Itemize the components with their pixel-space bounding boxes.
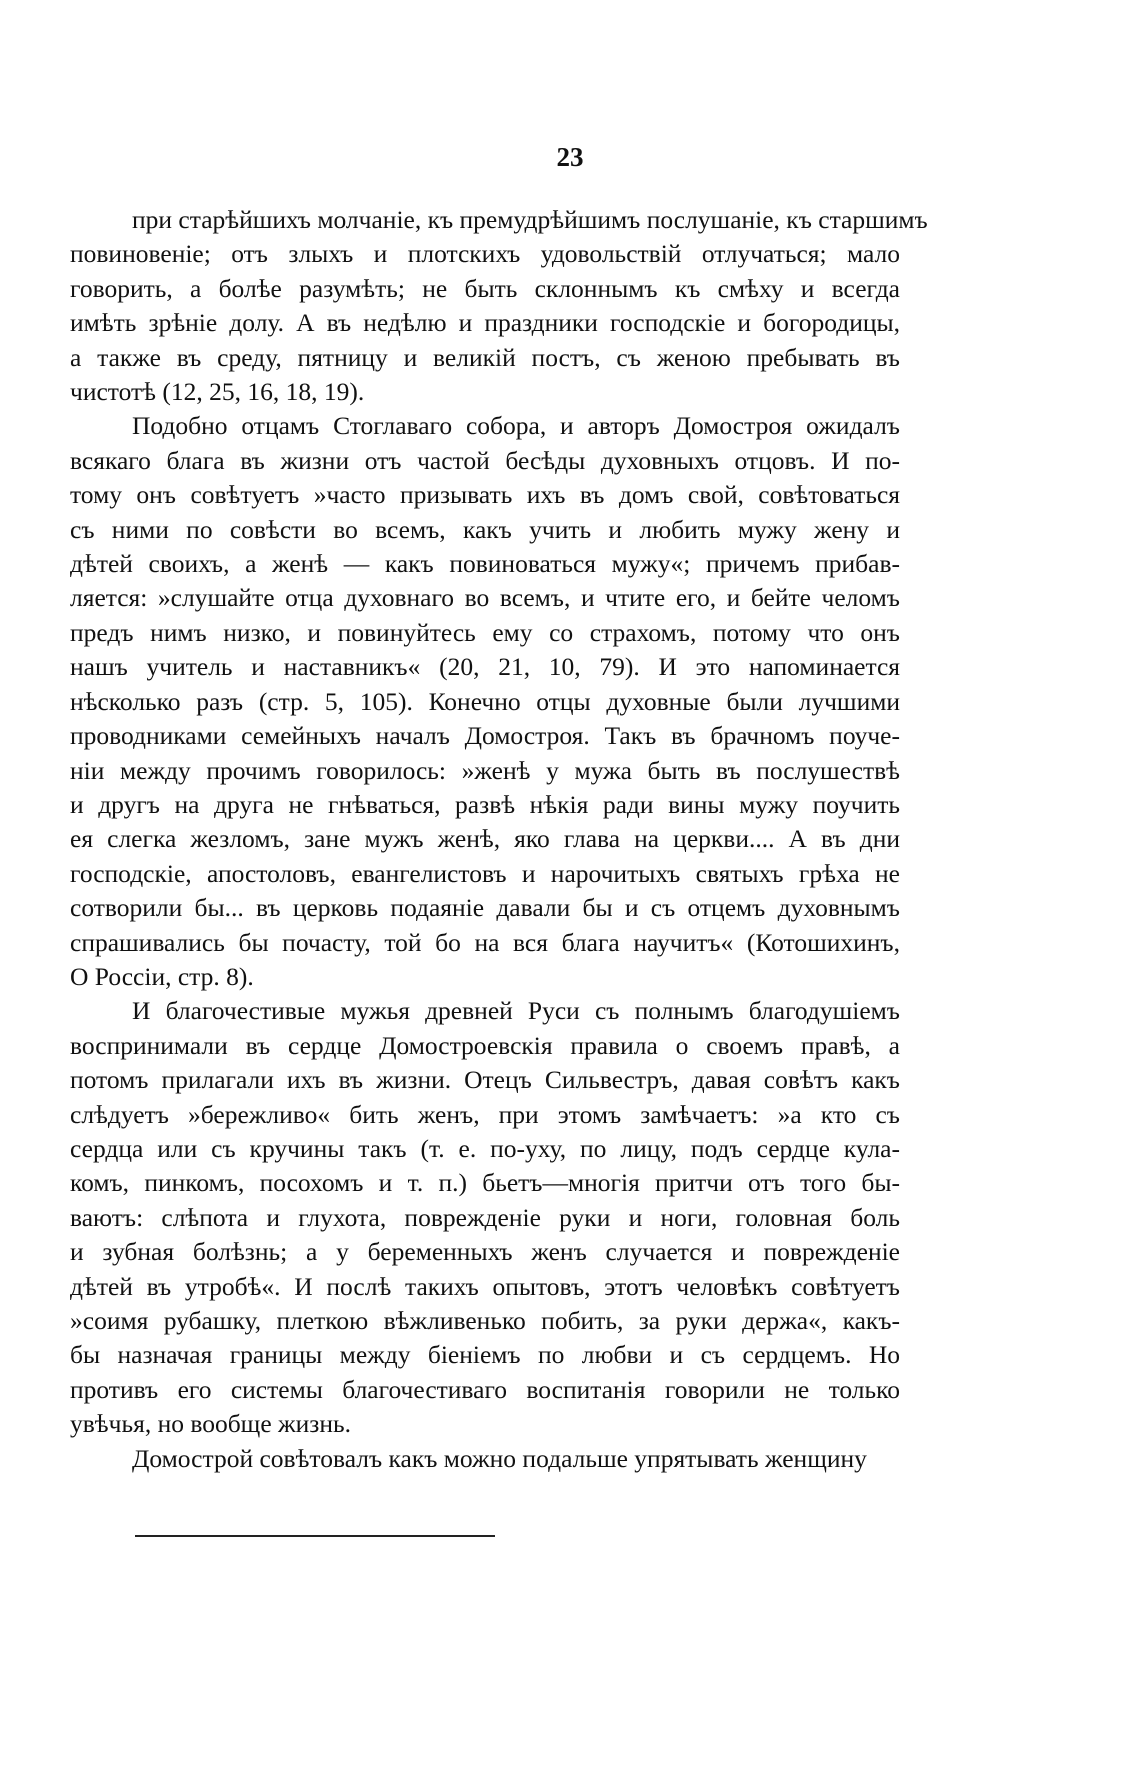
text-line: воспринимали въ сердце Домостроевскія правила о своемъ правѣ, а xyxy=(70,1030,900,1060)
text-line: тому онъ совѣтуетъ »часто призывать ихъ въ домъ свой, совѣтоваться xyxy=(70,480,900,510)
paragraph xyxy=(70,1442,900,1476)
text-line: дѣтей своихъ, а женѣ — какъ повиноваться мужу«; причемъ прибав- xyxy=(70,549,900,579)
text-line: и зубная болѣзнь; а у беременныхъ женъ случается и поврежденіе xyxy=(70,1237,900,1267)
paragraph xyxy=(70,409,900,994)
text-line: проводниками семейныхъ началъ Домостроя. Такъ въ брачномъ поуче- xyxy=(70,721,900,751)
text-line: сердца или съ кручины такъ (т. е. по-уху, по лицу, подъ сердце кула- xyxy=(70,1133,900,1163)
text-line: съ ними по совѣсти во всемъ, какъ учить и любить мужу жену и xyxy=(70,514,900,544)
text-line: бы назначая границы между біеніемъ по любви и съ сердцемъ. Но xyxy=(70,1340,900,1370)
text-line: потомъ прилагали ихъ въ жизни. Отецъ Сильвестръ, давая совѣтъ какъ xyxy=(70,1065,900,1095)
text-line: слѣдуетъ »бережливо« бить женъ, при этомъ замѣчаетъ: »а кто съ xyxy=(70,1099,900,1129)
text-line: »соимя рубашку, плеткою вѣжливенько побить, за руки держа«, какъ- xyxy=(70,1306,900,1335)
text-line: комъ, пинкомъ, посохомъ и т. п.) бьетъ—многія притчи отъ того бы- xyxy=(70,1168,900,1198)
text-line: нашъ учитель и наставникъ« (20, 21, 10, 79). И это напоминается xyxy=(70,652,900,682)
text-line: ляется: »слушайте отца духовнаго во всемъ, и чтите его, и бейте челомъ xyxy=(70,583,900,613)
text-line: чистотѣ (12, 25, 16, 18, 19). xyxy=(70,377,365,407)
text-line: и другъ на друга не гнѣваться, развѣ нѣкія ради вины мужу поучить xyxy=(70,789,900,819)
bottom-rule xyxy=(135,1535,495,1537)
text-line: предъ нимъ низко, и повинуйтесь ему со страхомъ, потому что онъ xyxy=(70,617,900,647)
text-line: господскіе, апостоловъ, евангелистовъ и нарочитыхъ святыхъ грѣха не xyxy=(70,858,900,888)
text-line: ніи между прочимъ говорилось: »женѣ у мужа быть въ послушествѣ xyxy=(70,755,900,785)
text-line: сотворили бы... въ церковь подаяніе давали бы и съ отцемъ духовнымъ xyxy=(70,893,900,923)
text-line: спрашивались бы почасту, той бо на вся блага научитъ« (Котошихинъ, xyxy=(70,927,900,957)
page-number: 23 xyxy=(556,142,584,172)
text-line: всякаго блага въ жизни отъ частой бесѣды духовныхъ отцовъ. И по- xyxy=(70,445,900,475)
text-line: а также въ среду, пятницу и великій постъ, съ женою пребывать въ xyxy=(70,342,900,372)
paragraph xyxy=(70,994,900,1441)
text-line: ваютъ: слѣпота и глухота, поврежденіе руки и ноги, головная боль xyxy=(70,1202,900,1232)
text-line: нѣсколько разъ (стр. 5, 105). Конечно отцы духовные были лучшими xyxy=(70,686,900,716)
text-line: повиновеніе; отъ злыхъ и плотскихъ удовольствій отлучаться; мало xyxy=(70,239,900,269)
text-line: ея слегка жезломъ, зане мужъ женѣ, яко глава на церкви.... А въ дни xyxy=(70,824,900,854)
body-text xyxy=(70,203,928,1476)
text-line: говорить, а болѣе разумѣть; не быть склоннымъ къ смѣху и всегда xyxy=(70,273,900,303)
text-line: Домострой совѣтовалъ какъ можно подальше упрятывать женщину xyxy=(132,1443,867,1473)
text-line: Подобно отцамъ Стоглаваго собора, и авторъ Домостроя ожидалъ xyxy=(132,411,900,441)
text-line: увѣчья, но вообще жизнь. xyxy=(70,1409,351,1439)
text-line: дѣтей въ утробѣ«. И послѣ такихъ опытовъ, этотъ человѣкъ совѣтуетъ xyxy=(70,1271,900,1301)
text-line: имѣть зрѣніе долу. А въ недѣлю и праздники господскіе и богородицы, xyxy=(70,308,900,338)
text-line: И благочестивые мужья древней Руси съ полнымъ благодушіемъ xyxy=(132,996,900,1026)
paragraph xyxy=(70,203,928,409)
text-line: О Россіи, стр. 8). xyxy=(70,961,254,991)
text-line: при старѣйшихъ молчаніе, къ премудрѣйшимъ послушаніе, къ старшимъ xyxy=(132,205,928,234)
text-line: противъ его системы благочестиваго воспитанія говорили не только xyxy=(70,1374,900,1404)
